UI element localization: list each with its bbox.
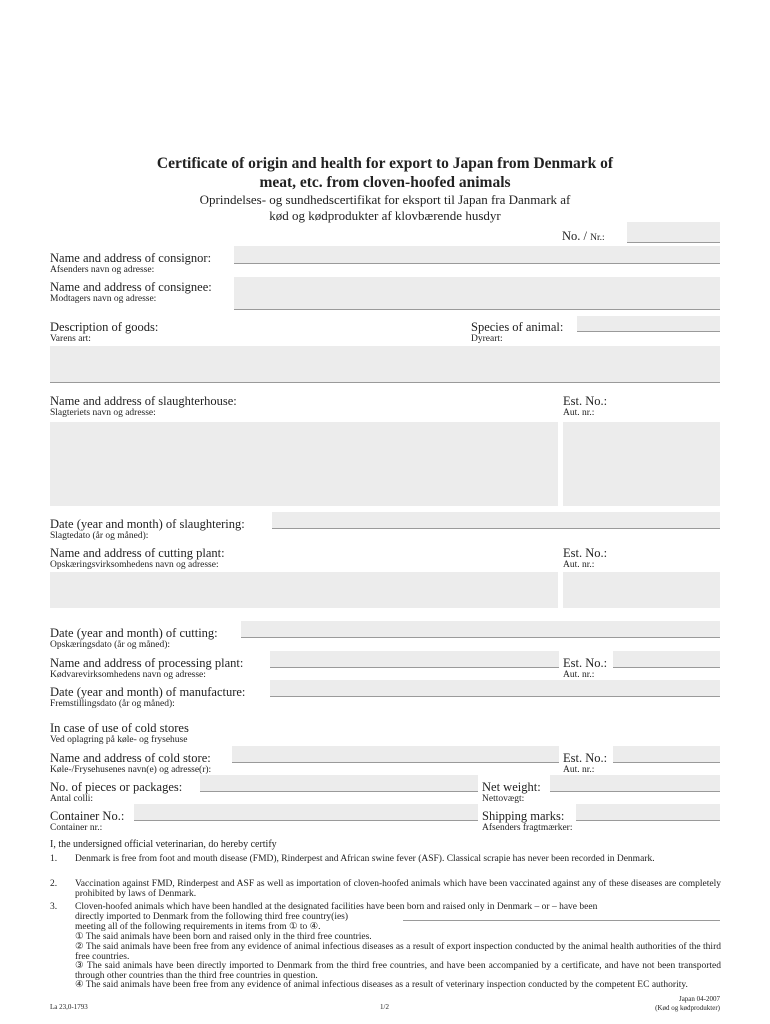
consignor-label: Name and address of consignor: [50,251,212,265]
goods-label: Description of goods: [50,320,159,334]
est-no-label-4: Est. No.: [563,751,608,765]
est-no-field-4[interactable] [613,746,720,763]
shipping-marks-label: Shipping marks: [482,809,565,823]
est-no-field-2[interactable] [563,572,720,608]
certify-item-2: Vaccination against FMD, Rinderpest and ASF as well as importation of cloven-hoofed animals which have been vaccinated against any of these diseases are completely prohibited by laws of Denmark. [75,879,721,899]
footer-product: (Kød og kødprodukter) [655,1004,720,1012]
cutting-plant-label: Name and address of cutting plant: [50,546,225,560]
cold-stores-sublabel: Ved oplagring på køle- og frysehuse [50,735,188,745]
footer-form-code: La 23,0-1793 [50,1003,88,1011]
est-no-sublabel-4: Aut. nr.: [563,765,595,775]
processing-plant-label: Name and address of processing plant: [50,656,244,670]
goods-field[interactable] [50,346,720,383]
cutting-plant-field[interactable] [50,572,558,608]
consignee-label: Name and address of consignee: [50,280,212,294]
cutting-plant-sublabel: Opskæringsvirksomhedens navn og adresse: [50,560,219,570]
manufacture-date-field[interactable] [270,680,720,697]
species-label: Species of animal: [471,320,564,334]
slaughterhouse-label: Name and address of slaughterhouse: [50,394,237,408]
manufacture-date-sublabel: Fremstillingsdato (år og måned): [50,699,175,709]
slaughterhouse-field[interactable] [50,422,558,506]
title-danish-2: kød og kødprodukter af klovbærende husdyr [269,208,501,223]
certify-item-1: Denmark is free from foot and mouth disease (FMD), Rinderpest and African swine fever (ASF). Classical scrapie has never been recorded in Denmark. [75,854,655,864]
slaughterhouse-sublabel: Slagteriets navn og adresse: [50,408,156,418]
number-field[interactable] [627,222,720,243]
processing-plant-sublabel: Kødvarevirksomhedens navn og adresse: [50,670,206,680]
title-line-2: meat, etc. from cloven-hoofed animals [259,174,511,191]
certify-intro: I, the undersigned official veterinarian, do hereby certify [50,839,277,850]
item-number-3: 3. [50,902,58,912]
certify-item-3b: directly imported to Denmark from the following third free country(ies) [75,912,349,922]
certify-subitem-4: ④ The said animals have been free from any evidence of animal infectious diseases as a result of veterinary inspection conducted by the competent EC authority. [75,980,688,990]
shipping-marks-sublabel: Afsenders fragtmærker: [482,823,573,833]
container-sublabel: Container nr.: [50,823,103,833]
cold-store-label: Name and address of cold store: [50,751,211,765]
net-weight-field[interactable] [550,775,720,792]
cold-store-field[interactable] [232,746,559,763]
certify-subitem-2: ② The said animals have been free from any evidence of animal infectious diseases as a result of export inspection conducted by the animal health authorities of the third free countries. [75,942,721,962]
pieces-field[interactable] [200,775,478,792]
cutting-date-label: Date (year and month) of cutting: [50,626,218,640]
est-no-field-1[interactable] [563,422,720,506]
third-country-field[interactable] [403,910,720,921]
species-field[interactable] [577,316,720,332]
est-no-sublabel-2: Aut. nr.: [563,560,595,570]
cold-stores-label: In case of use of cold stores [50,721,189,735]
item-number-2: 2. [50,879,58,889]
container-field[interactable] [134,804,478,821]
footer-page-number: 1/2 [380,1003,389,1011]
slaughter-date-sublabel: Slagtedato (år og måned): [50,531,149,541]
certify-subitem-3: ③ The said animals have been directly imported to Denmark from the third free countries, and have been accompanied by a certificate, and have not been transported through other countries than the third free countries in question. [75,961,721,981]
est-no-sublabel-3: Aut. nr.: [563,670,595,680]
consignor-sublabel: Afsenders navn og adresse: [50,265,155,275]
certify-item-3a: Cloven-hoofed animals which have been handled at the designated facilities have been born and raised only in Denmark – or – have been [75,902,598,912]
species-sublabel: Dyreart: [471,334,503,344]
container-label: Container No.: [50,809,125,823]
net-weight-label: Net weight: [482,780,541,794]
cold-store-sublabel: Køle-/Frysehusenes navn(e) og adresse(r): [50,765,212,775]
est-no-label-1: Est. No.: [563,394,608,408]
certify-item-3c: meeting all of the following requirements in items from ① to ④. [75,922,321,932]
slaughter-date-label: Date (year and month) of slaughtering: [50,517,245,531]
item-number-1: 1. [50,854,58,864]
est-no-sublabel-1: Aut. nr.: [563,408,595,418]
manufacture-date-label: Date (year and month) of manufacture: [50,685,246,699]
title-danish-1: Oprindelses- og sundhedscertifikat for eksport til Japan fra Danmark af [199,192,571,207]
cutting-date-sublabel: Opskæringsdato (år og måned): [50,640,171,650]
pieces-label: No. of pieces or packages: [50,780,183,794]
slaughter-date-field[interactable] [272,512,720,529]
pieces-sublabel: Antal colli: [50,794,94,804]
title-line-1: Certificate of origin and health for export to Japan from Denmark of [156,155,614,172]
footer-version: Japan 04-2007 [678,995,720,1003]
net-weight-sublabel: Nettovægt: [482,794,525,804]
consignee-sublabel: Modtagers navn og adresse: [50,294,157,304]
number-label: No. / Nr.: [562,229,605,243]
est-no-label-3: Est. No.: [563,656,608,670]
est-no-label-2: Est. No.: [563,546,608,560]
processing-plant-field[interactable] [270,651,559,668]
consignee-field[interactable] [234,277,720,310]
cutting-date-field[interactable] [241,621,720,638]
goods-sublabel: Varens art: [50,334,91,344]
certify-subitem-1: ① The said animals have been born and raised only in the third free countries. [75,932,372,942]
est-no-field-3[interactable] [613,651,720,668]
consignor-field[interactable] [234,246,720,264]
shipping-marks-field[interactable] [576,804,720,821]
